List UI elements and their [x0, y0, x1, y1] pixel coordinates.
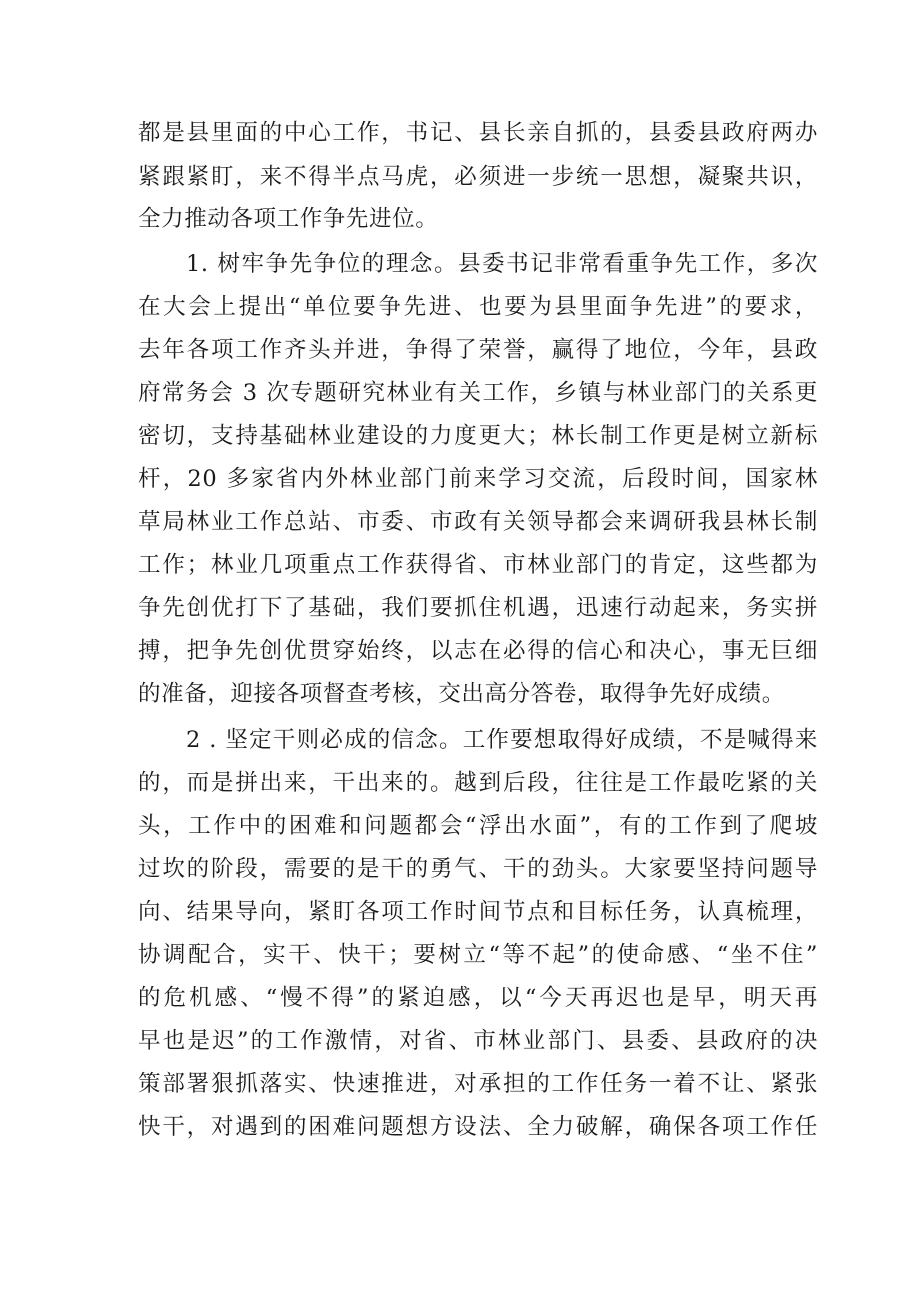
text-line: 府常务会 3 次专题研究林业有关工作，乡镇与林业部门的关系更: [138, 380, 818, 406]
text-line: 密切，支持基础林业建设的力度更大；林长制工作更是树立新标: [138, 423, 818, 449]
text-line: 早也是迟”的工作激情，对省、市林业部门、县委、县政府的决: [138, 1028, 818, 1054]
text-line: 向、结果导向，紧盯各项工作时间节点和目标任务，认真梳理，: [138, 899, 818, 925]
text-line: 争先创优打下了基础，我们要抓住机遇，迅速行动起来，务实拼: [138, 595, 818, 621]
text-line: 杆，20 多家省内外林业部门前来学习交流，后段时间，国家林: [138, 466, 818, 492]
text-line: 策部署狠抓落实、快速推进，对承担的工作任务一着不让、紧张: [138, 1071, 818, 1097]
text-line: 的危机感、“慢不得”的紧迫感，以“今天再迟也是早，明天再: [138, 985, 818, 1011]
text-line: 都是县里面的中心工作，书记、县长亲自抓的，县委县政府两办: [138, 120, 818, 146]
text-line: 头，工作中的困难和问题都会“浮出水面”，有的工作到了爬坡: [138, 813, 818, 839]
text-line: 工作；林业几项重点工作获得省、市林业部门的肯定，这些都为: [138, 552, 818, 578]
text-line: 1. 树牢争先争位的理念。县委书记非常看重争先工作，多次: [186, 251, 818, 277]
text-line: 全力推动各项工作争先进位。: [138, 206, 439, 232]
text-line: 协调配合，实干、快干；要树立“等不起”的使命感、“坐不住”: [138, 942, 818, 968]
text-line: 的，而是拼出来，干出来的。越到后段，往往是工作最吃紧的关: [138, 770, 818, 796]
text-line: 过坎的阶段，需要的是干的勇气、干的劲头。大家要坚持问题导: [138, 856, 818, 882]
text-line: 在大会上提出“单位要争先进、也要为县里面争先进”的要求，: [138, 294, 818, 320]
text-line: 紧跟紧盯，来不得半点马虎，必须进一步统一思想，凝聚共识，: [138, 164, 818, 190]
text-line: 搏，把争先创优贯穿始终，以志在必得的信心和决心，事无巨细: [138, 638, 818, 664]
text-line: 2 . 坚定干则必成的信念。工作要想取得好成绩，不是喊得来: [186, 727, 818, 753]
text-line: 去年各项工作齐头并进，争得了荣誉，赢得了地位，今年，县政: [138, 337, 818, 363]
text-line: 快干，对遇到的困难问题想方设法、全力破解，确保各项工作任: [138, 1114, 818, 1140]
text-line: 的准备，迎接各项督查考核，交出高分答卷，取得争先好成绩。: [138, 681, 785, 707]
text-line: 草局林业工作总站、市委、市政有关领导都会来调研我县林长制: [138, 509, 818, 535]
